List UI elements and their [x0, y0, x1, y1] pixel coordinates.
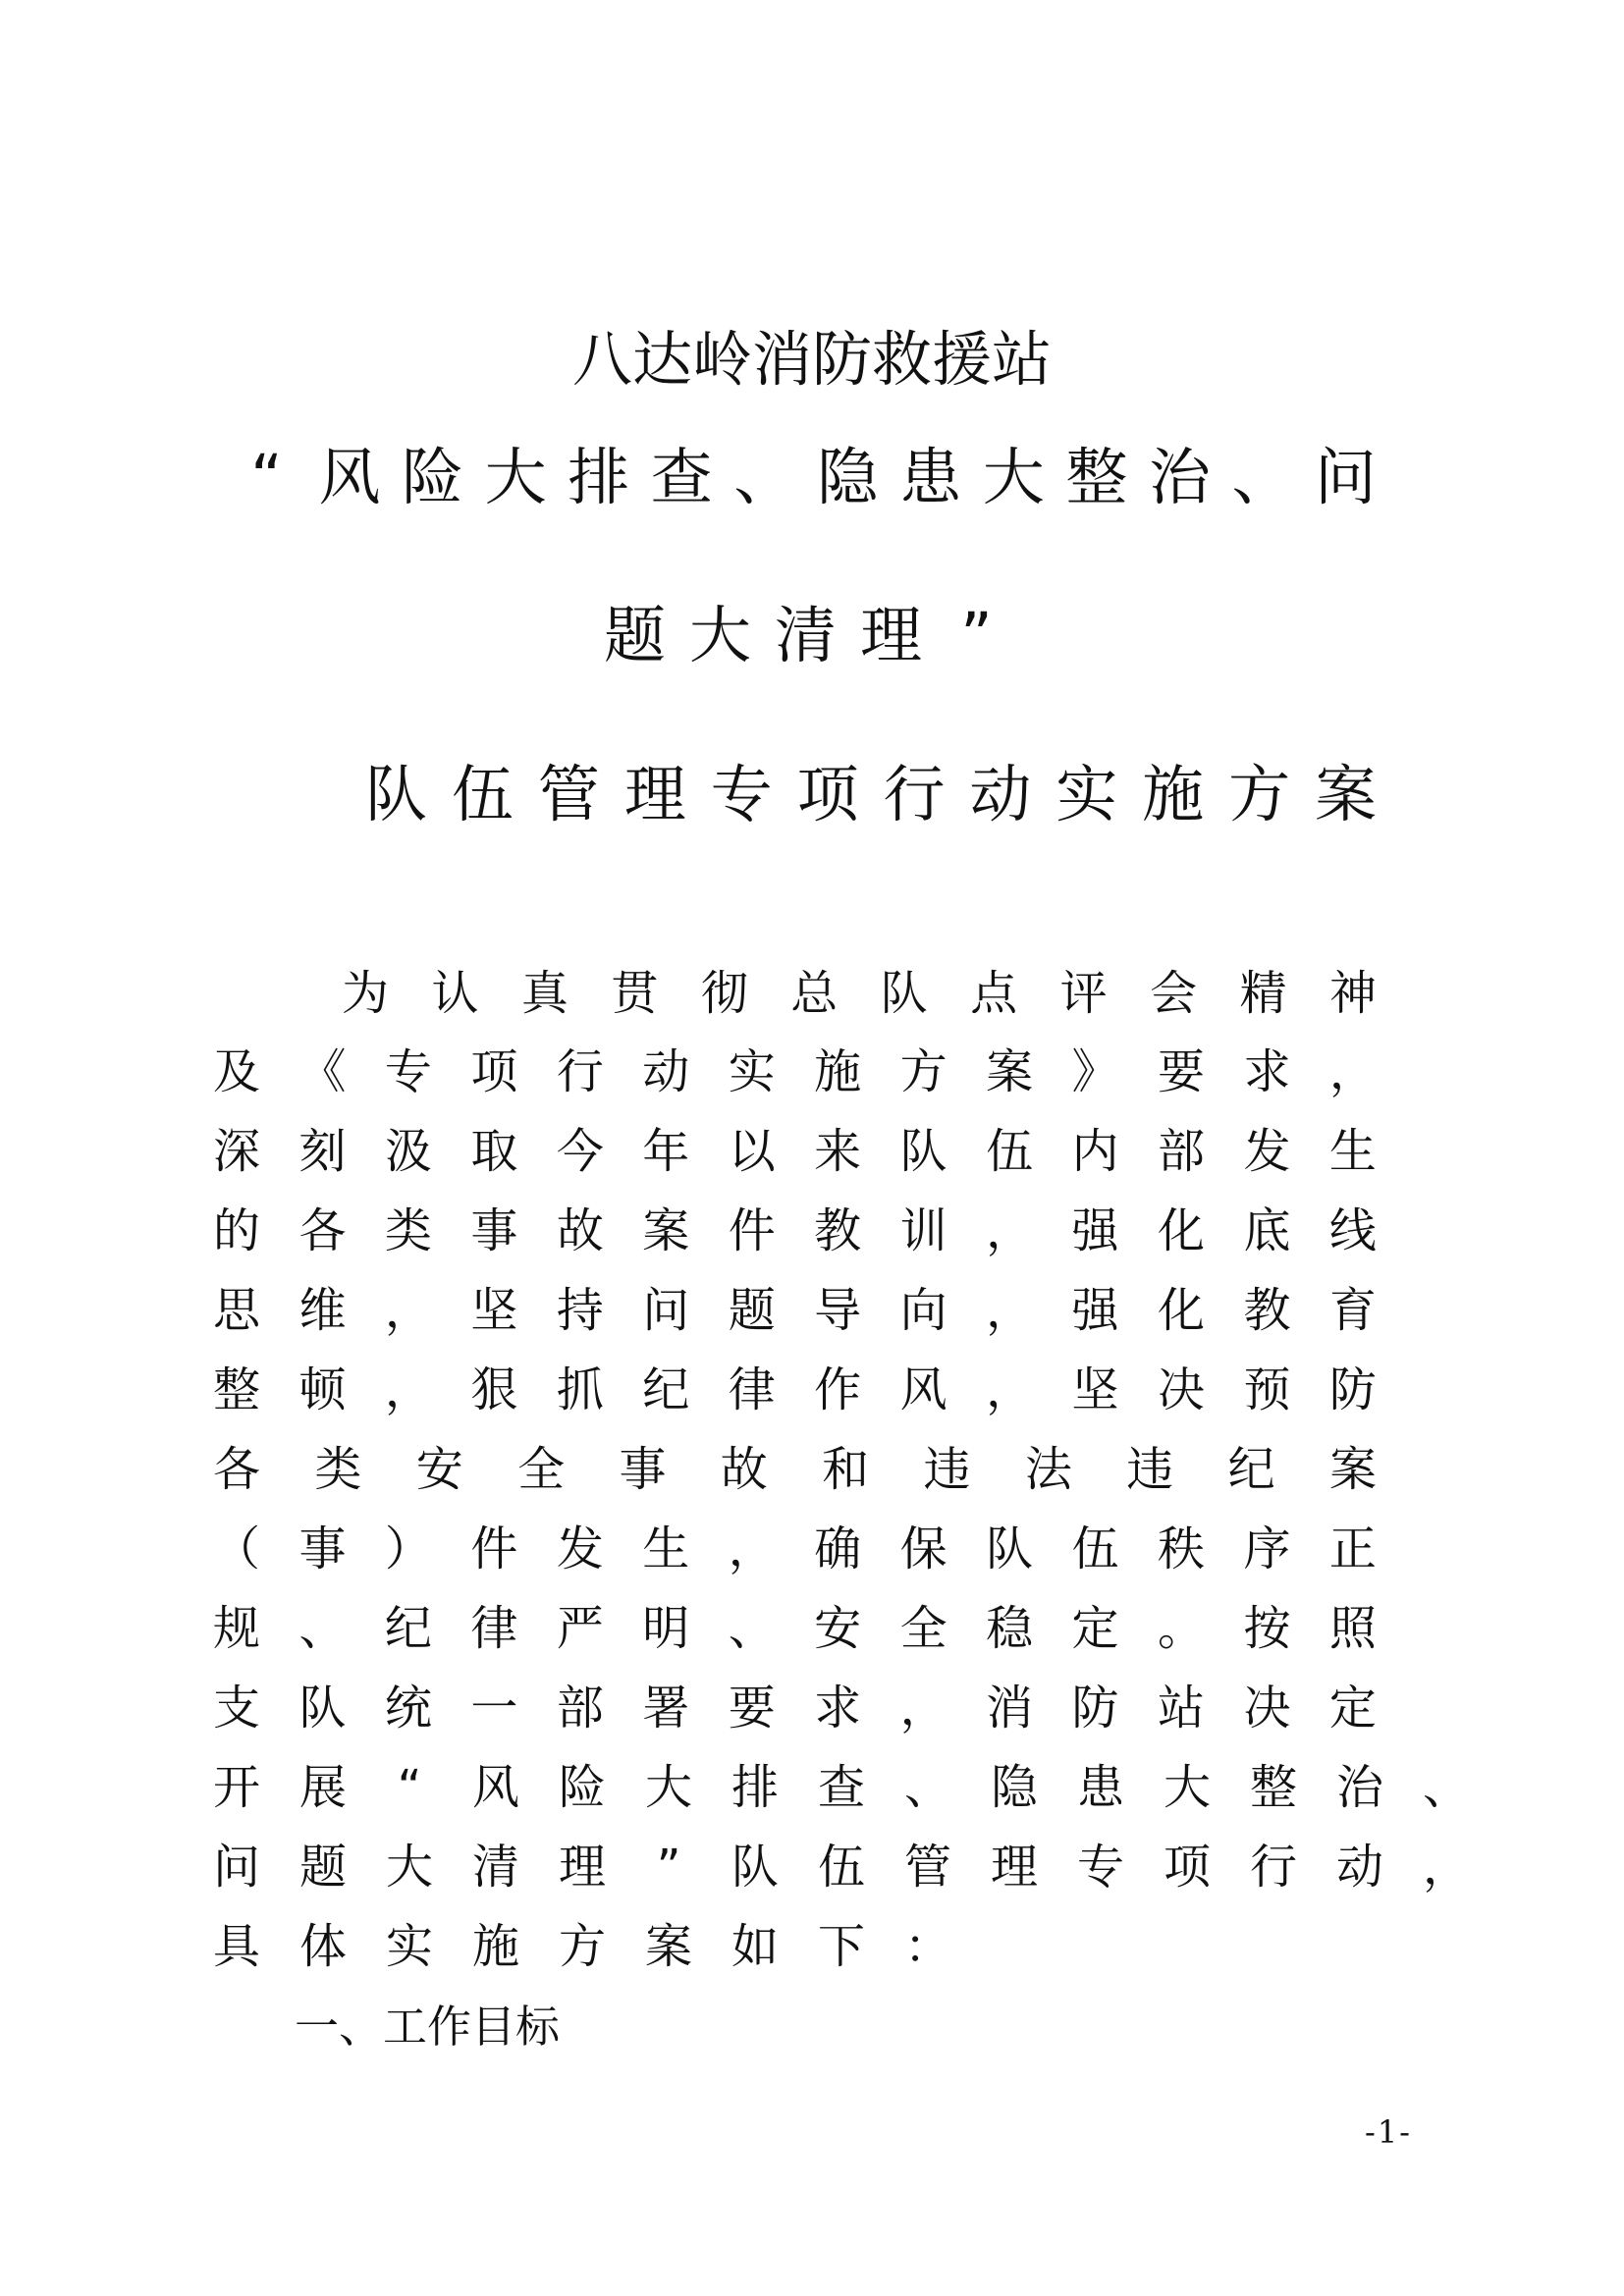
glyph: 如: [731, 1919, 780, 1974]
glyph: 》: [1071, 1044, 1119, 1099]
paragraph-line: [213, 1430, 1377, 1509]
glyph: 正: [1328, 1522, 1377, 1576]
glyph: 项: [470, 1044, 518, 1099]
glyph: 方: [1228, 759, 1291, 830]
glyph: 实: [728, 1044, 776, 1099]
glyph: 伍: [451, 759, 514, 830]
glyph: 的: [213, 1203, 261, 1258]
glyph: 事: [619, 1442, 667, 1497]
glyph: 队: [986, 1522, 1034, 1576]
glyph: 险: [559, 1760, 607, 1815]
glyph: 决: [1157, 1362, 1205, 1417]
glyph: 专: [384, 1044, 432, 1099]
glyph: 会: [1150, 966, 1198, 1021]
glyph: 案: [645, 1919, 693, 1974]
glyph: ”: [960, 600, 993, 671]
paragraph-line: [342, 954, 1377, 1033]
glyph: ，: [986, 1203, 1034, 1258]
glyph: 精: [1239, 966, 1287, 1021]
glyph: 整: [1065, 442, 1128, 513]
glyph: 大: [689, 600, 751, 671]
glyph: 、: [733, 442, 796, 513]
paragraph-line: [213, 1192, 1377, 1270]
glyph: 及: [213, 1044, 261, 1099]
paragraph-line: [213, 1112, 1377, 1191]
glyph: 专: [1077, 1840, 1125, 1895]
glyph: 署: [642, 1681, 690, 1735]
glyph: 防: [1328, 1362, 1377, 1417]
paragraph-line: [213, 1351, 1377, 1429]
glyph: 评: [1059, 966, 1108, 1021]
glyph: 施: [814, 1044, 862, 1099]
glyph: 队: [899, 1124, 947, 1179]
glyph: 项: [796, 759, 859, 830]
glyph: 案: [642, 1203, 690, 1258]
glyph: 事: [470, 1203, 518, 1258]
glyph: 施: [472, 1919, 520, 1974]
glyph: 生: [1328, 1124, 1377, 1179]
glyph: 题: [299, 1840, 348, 1895]
glyph: 清: [775, 600, 837, 671]
glyph: ，: [899, 1681, 947, 1735]
glyph: 年: [642, 1124, 690, 1179]
glyph: 一: [470, 1681, 518, 1735]
glyph: 队: [298, 1681, 347, 1735]
glyph: 点: [970, 966, 1018, 1021]
glyph: 大: [386, 1840, 434, 1895]
glyph: 定: [1071, 1601, 1119, 1656]
paragraph-line: [213, 1828, 1470, 1906]
glyph: 开: [213, 1760, 261, 1815]
glyph: 项: [1164, 1840, 1212, 1895]
glyph: 要: [728, 1681, 776, 1735]
glyph: ：: [904, 1919, 952, 1974]
glyph: ，: [986, 1283, 1034, 1338]
glyph: 照: [1328, 1601, 1377, 1656]
glyph: 理: [860, 600, 922, 671]
glyph: 发: [1243, 1124, 1291, 1179]
glyph: 明: [642, 1601, 690, 1656]
glyph: 狠: [470, 1362, 518, 1417]
glyph: 部: [1157, 1124, 1205, 1179]
glyph: 律: [470, 1601, 518, 1656]
glyph: 维: [298, 1283, 347, 1338]
glyph: （: [213, 1522, 261, 1576]
glyph: 行: [1250, 1840, 1298, 1895]
glyph: 大: [982, 442, 1045, 513]
glyph: 汲: [384, 1124, 432, 1179]
glyph: 方: [559, 1919, 607, 1974]
paragraph-line: [213, 1669, 1377, 1747]
glyph: 求: [1243, 1044, 1291, 1099]
glyph: 《: [298, 1044, 347, 1099]
glyph: 安: [415, 1442, 463, 1497]
glyph: 按: [1243, 1601, 1291, 1656]
paragraph-line: [213, 1033, 1377, 1111]
glyph: 教: [814, 1203, 862, 1258]
glyph: 顿: [298, 1362, 347, 1417]
title-line-2: [236, 439, 1377, 517]
glyph: 案: [986, 1044, 1034, 1099]
glyph: 严: [556, 1601, 604, 1656]
glyph: 施: [1142, 759, 1205, 830]
glyph: “: [397, 1760, 422, 1815]
glyph: 彻: [700, 966, 748, 1021]
glyph: 风: [899, 1362, 947, 1417]
glyph: 类: [384, 1203, 432, 1258]
glyph: 今: [556, 1124, 604, 1179]
glyph: 治: [1148, 442, 1211, 513]
glyph: 站: [1157, 1681, 1205, 1735]
paragraph-line: [213, 1748, 1470, 1827]
glyph: 强: [1071, 1283, 1119, 1338]
glyph: 统: [384, 1681, 432, 1735]
paragraph-line: [213, 1510, 1377, 1588]
glyph: 行: [556, 1044, 604, 1099]
glyph: 风: [472, 1760, 520, 1815]
glyph: 认: [431, 966, 479, 1021]
glyph: 坚: [1071, 1362, 1119, 1417]
glyph: “: [250, 442, 283, 513]
glyph: 要: [1157, 1044, 1205, 1099]
glyph: 化: [1157, 1203, 1205, 1258]
glyph: 线: [1328, 1203, 1377, 1258]
glyph: 各: [298, 1203, 347, 1258]
glyph: 抓: [556, 1362, 604, 1417]
glyph: 大: [484, 442, 547, 513]
glyph: 问: [642, 1283, 690, 1338]
glyph: 体: [299, 1919, 348, 1974]
glyph: 生: [642, 1522, 690, 1576]
glyph: ，: [1328, 1044, 1377, 1099]
glyph: 、: [1231, 442, 1294, 513]
title-line-3: [604, 597, 1007, 675]
glyph: 育: [1328, 1283, 1377, 1338]
glyph: 决: [1243, 1681, 1291, 1735]
glyph: 队: [365, 759, 427, 830]
glyph: 全: [899, 1601, 947, 1656]
glyph: 题: [728, 1283, 776, 1338]
glyph: 、: [904, 1760, 952, 1815]
glyph: 故: [720, 1442, 768, 1497]
glyph: 查: [818, 1760, 866, 1815]
glyph: ）: [384, 1522, 432, 1576]
glyph: 刻: [298, 1124, 347, 1179]
glyph: 类: [314, 1442, 362, 1497]
glyph: 消: [986, 1681, 1034, 1735]
glyph: 、: [298, 1601, 347, 1656]
glyph: 求: [814, 1681, 862, 1735]
glyph: 规: [213, 1601, 261, 1656]
glyph: 和: [822, 1442, 870, 1497]
glyph: 全: [517, 1442, 566, 1497]
glyph: 排: [731, 1760, 780, 1815]
glyph: 底: [1243, 1203, 1291, 1258]
glyph: 实: [386, 1919, 434, 1974]
glyph: 伍: [986, 1124, 1034, 1179]
glyph: 防: [1071, 1681, 1119, 1735]
glyph: 伍: [1071, 1522, 1119, 1576]
glyph: 管: [537, 759, 600, 830]
glyph: 定: [1328, 1681, 1377, 1735]
glyph: 内: [1071, 1124, 1119, 1179]
glyph: 整: [1250, 1760, 1298, 1815]
page-number: -1-: [1365, 2113, 1412, 2151]
glyph: 问: [1314, 442, 1377, 513]
glyph: 问: [213, 1840, 261, 1895]
glyph: 题: [604, 600, 666, 671]
glyph: 持: [556, 1283, 604, 1338]
glyph: 保: [899, 1522, 947, 1576]
glyph: 动: [642, 1044, 690, 1099]
glyph: 支: [213, 1681, 261, 1735]
glyph: 秩: [1157, 1522, 1205, 1576]
glyph: ，: [728, 1522, 776, 1576]
glyph: 隐: [991, 1760, 1039, 1815]
glyph: 专: [710, 759, 773, 830]
glyph: ，: [986, 1362, 1034, 1417]
glyph: 整: [213, 1362, 261, 1417]
paragraph-line: [213, 1907, 951, 1986]
glyph: 思: [213, 1283, 261, 1338]
glyph: 险: [402, 442, 464, 513]
glyph: 训: [899, 1203, 947, 1258]
glyph: 预: [1243, 1362, 1291, 1417]
glyph: 律: [728, 1362, 776, 1417]
paragraph-line: [213, 1589, 1377, 1668]
title-line-4: [365, 756, 1377, 834]
glyph: 序: [1243, 1522, 1291, 1576]
glyph: 查: [650, 442, 713, 513]
glyph: 各: [213, 1442, 261, 1497]
glyph: 来: [814, 1124, 862, 1179]
glyph: 事: [298, 1522, 347, 1576]
glyph: 向: [899, 1283, 947, 1338]
glyph: 导: [814, 1283, 862, 1338]
glyph: 深: [213, 1124, 261, 1179]
glyph: 为: [342, 966, 390, 1021]
glyph: 坚: [470, 1283, 518, 1338]
glyph: 故: [556, 1203, 604, 1258]
glyph: 动: [1336, 1840, 1384, 1895]
glyph: 动: [969, 759, 1032, 830]
glyph: 队: [880, 966, 928, 1021]
glyph: 行: [883, 759, 946, 830]
glyph: 实: [1056, 759, 1118, 830]
glyph: 确: [814, 1522, 862, 1576]
glyph: 稳: [986, 1601, 1034, 1656]
glyph: 患: [899, 442, 962, 513]
glyph: 管: [904, 1840, 952, 1895]
glyph: 法: [1024, 1442, 1072, 1497]
glyph: ”: [656, 1840, 681, 1895]
glyph: 理: [623, 759, 686, 830]
glyph: 大: [1164, 1760, 1212, 1815]
glyph: 教: [1243, 1283, 1291, 1338]
glyph: 理: [991, 1840, 1039, 1895]
glyph: 作: [814, 1362, 862, 1417]
glyph: 治: [1336, 1760, 1384, 1815]
glyph: 以: [728, 1124, 776, 1179]
glyph: 案: [1328, 1442, 1377, 1497]
glyph: 取: [470, 1124, 518, 1179]
glyph: 。: [1157, 1601, 1205, 1656]
glyph: 展: [299, 1760, 348, 1815]
glyph: 隐: [816, 442, 879, 513]
glyph: 、: [728, 1601, 776, 1656]
glyph: 件: [470, 1522, 518, 1576]
glyph: 件: [728, 1203, 776, 1258]
glyph: ，: [384, 1362, 432, 1417]
paragraph-line: [213, 1271, 1377, 1350]
glyph: 化: [1157, 1283, 1205, 1338]
glyph: 强: [1071, 1203, 1119, 1258]
glyph: 队: [731, 1840, 780, 1895]
glyph: ，: [384, 1283, 432, 1338]
glyph: 下: [818, 1919, 866, 1974]
glyph: 患: [1077, 1760, 1125, 1815]
glyph: 纪: [1227, 1442, 1275, 1497]
glyph: 理: [559, 1840, 607, 1895]
glyph: 贯: [611, 966, 659, 1021]
glyph: 纪: [384, 1601, 432, 1656]
glyph: 清: [472, 1840, 520, 1895]
glyph: 安: [814, 1601, 862, 1656]
glyph: 违: [1126, 1442, 1174, 1497]
glyph: 部: [556, 1681, 604, 1735]
glyph: 真: [520, 966, 568, 1021]
glyph: 大: [645, 1760, 693, 1815]
glyph: 违: [923, 1442, 971, 1497]
glyph: 风: [318, 442, 381, 513]
glyph: 伍: [818, 1840, 866, 1895]
glyph: 、: [1423, 1760, 1471, 1815]
title-line-1: 八达岭消防救援站: [571, 325, 1052, 395]
glyph: 案: [1314, 759, 1377, 830]
glyph: 纪: [642, 1362, 690, 1417]
glyph: 排: [568, 442, 630, 513]
glyph: 总: [790, 966, 839, 1021]
glyph: 神: [1328, 966, 1377, 1021]
glyph: ，: [1423, 1840, 1471, 1895]
glyph: 发: [556, 1522, 604, 1576]
section-heading: 一、工作目标: [295, 2001, 561, 2053]
glyph: 具: [213, 1919, 261, 1974]
glyph: 方: [899, 1044, 947, 1099]
